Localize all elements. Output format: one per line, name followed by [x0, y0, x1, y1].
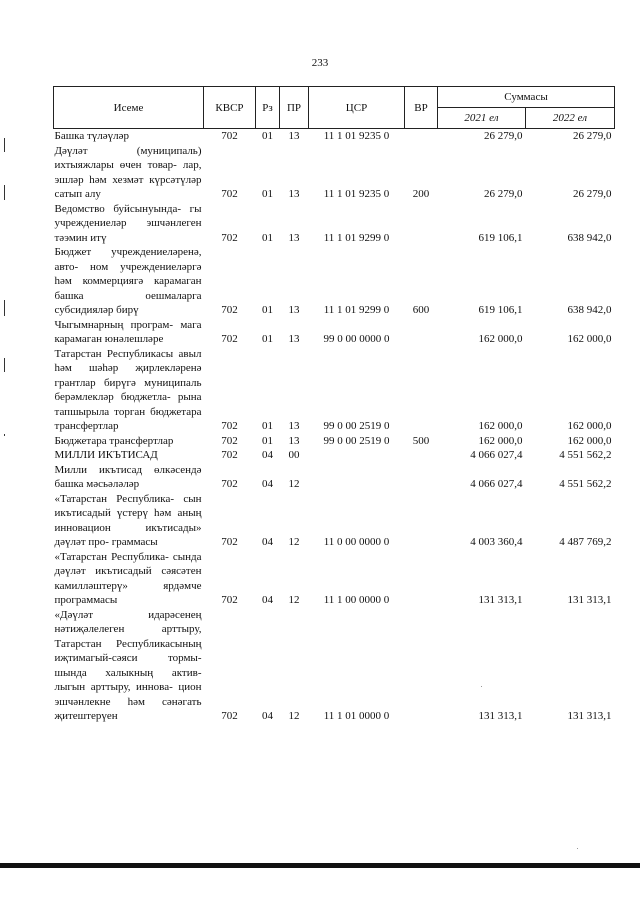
header-year-2021: 2021 ел	[438, 108, 526, 129]
cell-pr: 13	[288, 434, 300, 447]
header-pr: ПР	[280, 87, 309, 129]
table-row	[54, 550, 615, 608]
table-row	[54, 129, 615, 144]
cell-rz: 04	[262, 594, 273, 606]
header-csr: ЦСР	[309, 87, 405, 129]
cell-name: «Татарстан Республика- сында дәүләт икътисадый сәясәтен камилләштерү» ярдәмче программасы	[54, 550, 202, 606]
cell-sum-2022: 162 000,0	[567, 420, 612, 432]
cell-sum-2022: 4 551 562,2	[559, 449, 612, 461]
cell-vr	[405, 347, 438, 434]
cell-name: Татарстан Республикасы авыл һәм шәһәр җирлекләренә грантлар бирүгә муниципаль берәмлекләр бюджетла- рына тапшырыла торган бюджетара трансфертлар	[54, 347, 202, 432]
cell-name: Бюджет учреждениеләренә, авто- ном учреждениеләргә һәм коммерциягә карамаган башка оешмаларга субсидияләр бирү	[54, 246, 202, 316]
cell-rz: 01	[262, 434, 273, 447]
cell-vr	[405, 129, 438, 144]
cell-rz: 04	[262, 710, 273, 722]
scan-speck	[481, 686, 482, 687]
cell-kvsr: 702	[221, 710, 238, 722]
cell-vr	[405, 202, 438, 246]
cell-sum-2021: 619 106,1	[478, 231, 523, 244]
table-row	[54, 463, 615, 492]
cell-sum-2022: 131 313,1	[567, 594, 612, 606]
cell-kvsr: 702	[221, 449, 238, 461]
cell-pr: 00	[288, 449, 300, 461]
cell-name: Дәүләт (муниципаль) ихтыяжлары өчен товар- лар, эшләр һәм хезмәт күрсәтүләр сатып алу	[54, 144, 202, 200]
cell-kvsr: 702	[221, 333, 238, 345]
budget-table	[53, 86, 615, 724]
cell-sum-2022: 162 000,0	[567, 434, 612, 447]
cell-rz: 01	[262, 333, 273, 345]
cell-vr: 600	[412, 304, 430, 316]
cell-name: Чыгымнарның програм- мага карамаган юнәлешләре	[54, 318, 202, 345]
cell-rz: 01	[262, 420, 273, 432]
scan-bottom-bar	[0, 863, 640, 868]
cell-vr: 200	[412, 188, 430, 200]
cell-vr	[405, 550, 438, 608]
cell-kvsr: 702	[221, 304, 238, 316]
cell-sum-2021: 26 279,0	[484, 130, 523, 142]
cell-rz: 04	[262, 478, 273, 490]
header-kvsr: КВСР	[204, 87, 256, 129]
cell-vr	[405, 608, 438, 724]
cell-csr: 11 1 00 0000 0	[323, 594, 390, 606]
cell-sum-2022: 4 551 562,2	[559, 478, 612, 490]
table-body	[54, 129, 615, 724]
header-sums: Суммасы	[438, 87, 615, 108]
cell-csr: 11 1 01 0000 0	[323, 710, 390, 722]
cell-sum-2021: 4 066 027,4	[470, 478, 523, 490]
table-row	[54, 202, 615, 246]
cell-sum-2022: 26 279,0	[573, 130, 612, 142]
page-number: 233	[311, 57, 329, 69]
header-rz: Рз	[256, 87, 280, 129]
header-vr: ВР	[405, 87, 438, 129]
cell-rz: 01	[262, 231, 273, 244]
table-row	[54, 318, 615, 347]
cell-vr	[405, 318, 438, 347]
cell-csr: 99 0 00 0000 0	[323, 333, 390, 345]
cell-csr: 11 1 01 9235 0	[323, 130, 390, 142]
cell-pr: 13	[288, 188, 300, 200]
cell-name: «Дәүләт идарәсенең нәтиҗәлелеген арттыру, Татарстан Республикасының иҗтимагый-сәяси тормы- шында халыкның актив- лыгын арттыру, иннова- цион эшчәнлекне һәм сәнәгать җитештерүен	[54, 608, 202, 722]
cell-rz: 04	[262, 449, 273, 461]
cell-pr: 13	[288, 304, 300, 316]
cell-sum-2021: 162 000,0	[478, 420, 523, 432]
cell-kvsr: 702	[221, 188, 238, 200]
cell-name: Бюджетара трансфертлар	[54, 434, 174, 447]
cell-rz: 01	[262, 130, 273, 142]
cell-kvsr: 702	[221, 434, 238, 447]
table-row	[54, 144, 615, 202]
cell-csr: 11 0 00 0000 0	[323, 536, 390, 548]
cell-sum-2021: 26 279,0	[484, 188, 523, 200]
cell-pr: 13	[288, 420, 300, 432]
header-year-2022: 2022 ел	[526, 108, 615, 129]
cell-name: Башка түләүләр	[54, 130, 130, 142]
cell-csr	[309, 463, 405, 492]
header-name: Исеме	[54, 87, 204, 129]
table-row	[54, 347, 615, 434]
cell-sum-2022: 638 942,0	[567, 304, 612, 316]
cell-name: «Татарстан Республика- сын икътисадый үстерү һәм аның инновацион икътисады» дәүләт про- граммасы	[54, 492, 202, 548]
cell-sum-2021: 4 066 027,4	[470, 449, 523, 461]
cell-pr: 12	[288, 478, 300, 490]
cell-sum-2022: 162 000,0	[567, 333, 612, 345]
cell-sum-2021: 162 000,0	[478, 434, 523, 447]
table-row	[54, 434, 615, 449]
cell-csr: 11 1 01 9299 0	[323, 231, 390, 244]
cell-kvsr: 702	[221, 231, 238, 244]
cell-sum-2021: 619 106,1	[478, 304, 523, 316]
cell-pr: 13	[288, 231, 300, 244]
table-row	[54, 448, 615, 463]
cell-rz: 01	[262, 304, 273, 316]
cell-kvsr: 702	[221, 420, 238, 432]
cell-sum-2021: 162 000,0	[478, 333, 523, 345]
table-row	[54, 245, 615, 318]
cell-sum-2022: 26 279,0	[573, 188, 612, 200]
cell-csr: 99 0 00 2519 0	[323, 420, 390, 432]
cell-sum-2022: 638 942,0	[567, 231, 612, 244]
cell-csr	[309, 448, 405, 463]
cell-vr	[405, 448, 438, 463]
scan-speck	[577, 848, 578, 849]
cell-csr: 11 1 01 9299 0	[323, 304, 390, 316]
cell-sum-2021: 131 313,1	[478, 710, 523, 722]
cell-rz: 01	[262, 188, 273, 200]
cell-pr: 12	[288, 710, 300, 722]
cell-name: МИЛЛИ ИКЪТИСАД	[54, 449, 158, 461]
cell-csr: 99 0 00 2519 0	[323, 434, 390, 447]
cell-sum-2021: 131 313,1	[478, 594, 523, 606]
cell-sum-2022: 4 487 769,2	[559, 536, 612, 548]
cell-vr	[405, 492, 438, 550]
cell-vr: 500	[412, 434, 430, 447]
table-row	[54, 608, 615, 724]
cell-pr: 12	[288, 594, 300, 606]
cell-rz: 04	[262, 536, 273, 548]
cell-vr	[405, 463, 438, 492]
cell-kvsr: 702	[221, 536, 238, 548]
table-header-row	[54, 87, 615, 108]
scan-edge-marks	[0, 0, 6, 905]
cell-pr: 13	[288, 130, 300, 142]
cell-sum-2021: 4 003 360,4	[470, 536, 523, 548]
cell-pr: 12	[288, 536, 300, 548]
cell-name: Милли икътисад өлкәсендә башка мәсьәләләр	[54, 463, 202, 490]
table-row	[54, 492, 615, 550]
cell-name: Ведомство буйсынуында- гы учреждениеләр эшчәнлеген тәэмин итү	[54, 202, 202, 244]
cell-kvsr: 702	[221, 478, 238, 490]
cell-pr: 13	[288, 333, 300, 345]
cell-csr: 11 1 01 9235 0	[323, 188, 390, 200]
cell-kvsr: 702	[221, 594, 238, 606]
cell-sum-2022: 131 313,1	[567, 710, 612, 722]
cell-kvsr: 702	[221, 130, 238, 142]
